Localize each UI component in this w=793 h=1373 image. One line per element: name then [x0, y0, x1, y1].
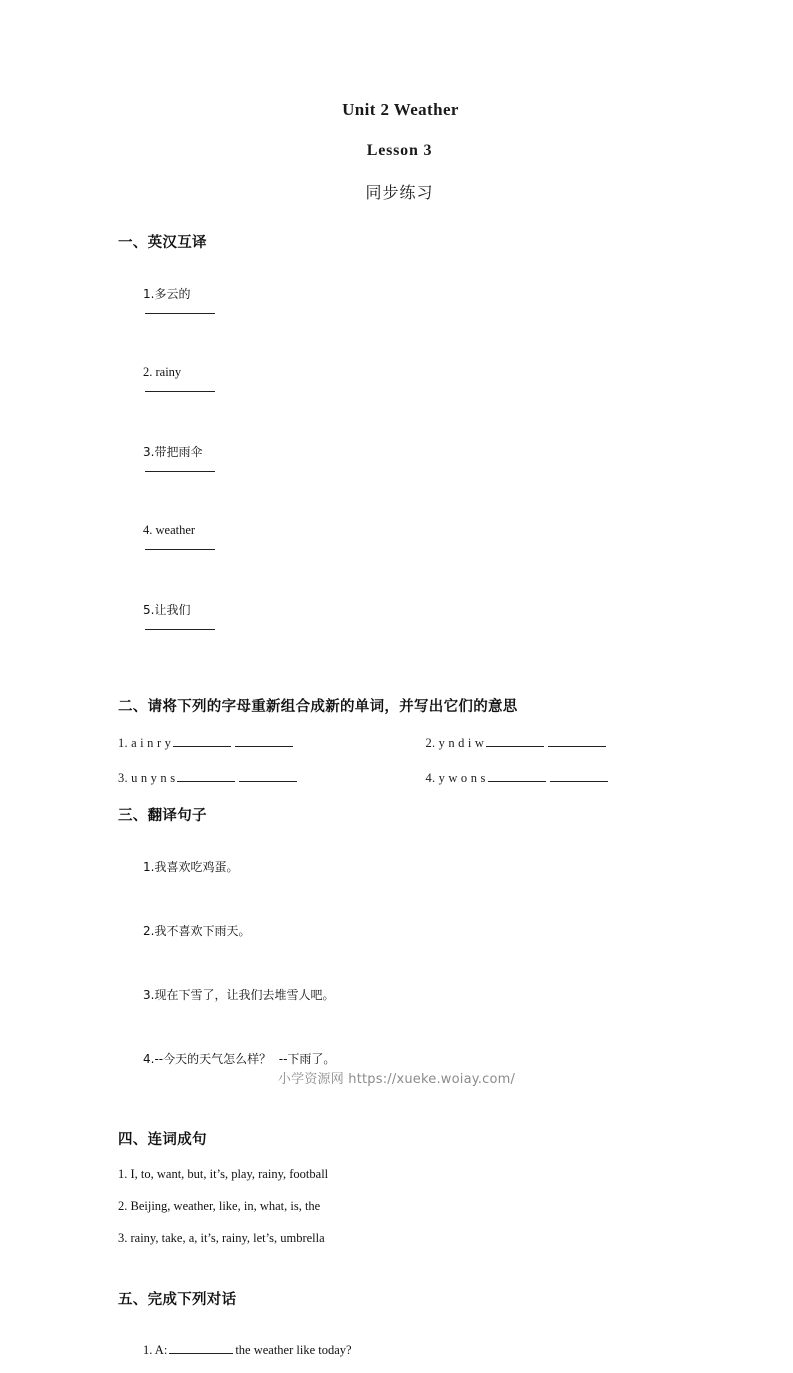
- question-text: 4. weather: [143, 523, 196, 537]
- worksheet-content: [0, 231, 793, 1373]
- answer-blank[interactable]: [169, 1342, 233, 1354]
- scramble-letters: 2. y n d i w: [425, 736, 485, 750]
- section-one-heading: 一、英汉互译: [118, 235, 207, 251]
- section-one: [118, 231, 733, 649]
- meaning-blank[interactable]: [235, 735, 293, 747]
- title-block: [0, 100, 793, 203]
- question-text: 4.--今天的天气怎么样？ --下雨了。: [143, 1052, 336, 1066]
- scramble-letters: 3. u n y n s: [118, 771, 176, 785]
- scramble-cell: [426, 734, 734, 752]
- question-text: 1.我喜欢吃鸡蛋。: [143, 860, 239, 874]
- section-five: [118, 1288, 733, 1373]
- dialogue-prefix: 1. A:: [143, 1343, 168, 1357]
- answer-blank[interactable]: [145, 380, 215, 392]
- question-item: [118, 843, 733, 890]
- scramble-row: [118, 734, 733, 752]
- section-four-heading: 四、连词成句: [118, 1132, 207, 1148]
- question-item: 3. rainy, take, a, it’s, rainy, let’s, umbrella: [118, 1231, 325, 1245]
- answer-blank[interactable]: [145, 460, 215, 472]
- question-item: [118, 586, 733, 649]
- section-five-heading: 五、完成下列对话: [118, 1292, 237, 1308]
- meaning-blank[interactable]: [239, 770, 297, 782]
- question-item: [118, 270, 733, 333]
- question-item: [118, 428, 733, 491]
- dialogue-suffix: the weather like today?: [235, 1343, 352, 1357]
- scramble-cell: [118, 734, 426, 752]
- question-text: 1.多云的: [143, 287, 191, 301]
- scramble-row: [118, 769, 733, 787]
- answer-blank[interactable]: [145, 538, 215, 550]
- scramble-letters: 4. y w o n s: [425, 771, 486, 785]
- scramble-cell: [118, 769, 426, 787]
- answer-blank[interactable]: [173, 735, 231, 747]
- section-two-heading: 二、请将下列的字母重新组合成新的单词，并写出它们的意思: [118, 699, 518, 715]
- page-title: Unit 2 Weather: [342, 100, 459, 119]
- lesson-subtitle: Lesson 3: [366, 142, 433, 159]
- question-item: [118, 907, 733, 954]
- answer-blank[interactable]: [488, 770, 546, 782]
- answer-blank[interactable]: [145, 302, 215, 314]
- footer-watermark: 小学资源网 https://xueke.woiay.com/: [277, 1072, 516, 1087]
- answer-blank[interactable]: [177, 770, 235, 782]
- question-item: 1. I, to, want, but, it’s, play, rainy, football: [118, 1167, 329, 1181]
- exercise-subtitle: 同步练习: [365, 183, 434, 202]
- answer-blank[interactable]: [486, 735, 544, 747]
- scramble-cell: [426, 769, 734, 787]
- section-two: [118, 695, 733, 787]
- meaning-blank[interactable]: [550, 770, 608, 782]
- question-text: 5.让我们: [143, 603, 191, 617]
- meaning-blank[interactable]: [548, 735, 606, 747]
- question-item: [118, 1327, 733, 1373]
- question-text: 3.现在下雪了，让我们去堆雪人吧。: [143, 988, 335, 1002]
- question-text: 2.我不喜欢下雨天。: [143, 924, 251, 938]
- section-three-heading: 三、翻译句子: [118, 808, 207, 824]
- section-three: [118, 804, 733, 1082]
- question-text: 2. rainy: [143, 365, 182, 379]
- answer-blank[interactable]: [145, 618, 215, 630]
- question-item: [118, 971, 733, 1018]
- scramble-letters: 1. a i n r y: [118, 736, 172, 750]
- question-item: 2. Beijing, weather, like, in, what, is, the: [118, 1199, 321, 1213]
- question-item: [118, 508, 733, 569]
- section-four: [118, 1128, 733, 1246]
- question-item: [118, 350, 733, 411]
- question-text: 3.带把雨伞: [143, 445, 203, 459]
